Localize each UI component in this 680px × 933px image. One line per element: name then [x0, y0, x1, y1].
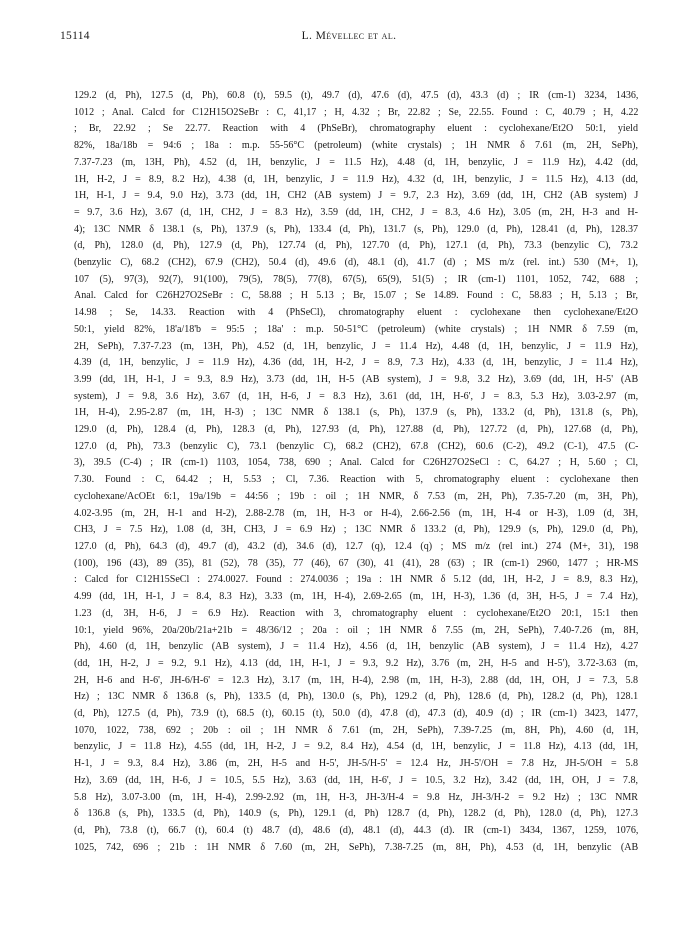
text-line: Ph), 4.60 (d, 1H, benzylic (AB system), J = 11.4 Hz), 4.56 (d, 1H, benzylic (AB system), J = 11.4 Hz), 4.27 — [74, 641, 638, 653]
text-line: (100), 196 (43), 89 (35), 81 (52), 78 (35), 77 (46), 67 (30), 41 (41), 28 (63) ; IR (cm-1) 2960, 1477 ; HR-MS — [74, 557, 638, 569]
text-line: 127.0 (d, Ph), 73.3 (benzylic C), 73.1 (benzylic C), 68.2 (CH2), 67.8 (CH2), 60.6 (C-2), 49.2 (C-1), 47.5 (C- — [74, 440, 638, 452]
text-line: 2H, SePh), 7.37-7.23 (m, 13H, Ph), 4.52 (d, 1H, benzylic, J = 11.4 Hz), 4.48 (d, 1H, benzylic, J = 11.9 Hz), — [74, 340, 638, 352]
text-line: 7.37-7.23 (m, 13H, Ph), 4.52 (d, 1H, benzylic, J = 11.5 Hz), 4.48 (d, 1H, benzylic, J = 11.9 Hz), 4.42 (dd, — [74, 156, 638, 168]
text-line: 4.99 (dd, 1H, H-1, J = 8.4, 8.3 Hz), 3.33 (m, 1H, H-4), 2.69-2.65 (m, 1H, H-3), 1.36 (d, 3H, H-5, J = 7.4 Hz), — [74, 591, 638, 603]
text-line: Hz) ; 13C NMR δ 136.8 (s, Ph), 133.5 (d, Ph), 130.0 (s, Ph), 129.2 (d, Ph), 128.6 (d, Ph), 128.2 (d, Ph), 128.1 — [74, 691, 638, 703]
text-line: 50:1, yield 82%, 18'a/18'b = 95:5 ; 18a' : m.p. 50-51°C (petroleum) (white crystals) ; 1H NMR δ 7.59 (m, — [74, 323, 638, 335]
text-line: system), J = 9.8, 3.6 Hz), 3.67 (d, 1H, H-6, J = 8.3 Hz), 3.61 (dd, 1H, H-6', J = 8.3, 5.3 Hz), 3.03-2.97 (m, — [74, 390, 638, 402]
text-line: 3.99 (dd, 1H, H-1, J = 9.3, 8.9 Hz), 3.73 (dd, 1H, H-5 (AB system), J = 9.8, 3.2 Hz), 3.69 (dd, 1H, H-5' (AB — [74, 373, 638, 385]
text-line: Anal. Calcd for C26H27O2SeBr : C, 58.88 ; H 5.13 ; Br, 15.07 ; Se 14.89. Found : C, 58.83 ; H, 5.13 ; Br, — [74, 290, 638, 302]
text-line: 82%, 18a/18b = 94:6 ; 18a : m.p. 55-56°C (petroleum) (white crystals) ; 1H NMR δ 7.61 (m, 2H, SePh), — [74, 140, 638, 152]
text-line: (d, Ph), 127.5 (d, Ph), 73.9 (t), 68.5 (t), 60.15 (t), 50.0 (d), 47.8 (d), 47.3 (d), 40.9 (d) ; IR (cm-1) 3423, 1477, — [74, 708, 638, 720]
text-line: 1H, H-2, J = 8.9, 8.2 Hz), 4.38 (d, 1H, benzylic, J = 11.9 Hz), 4.32 (d, 1H, benzylic, J = 11.5 Hz), 4.13 (dd, — [74, 173, 638, 185]
text-line: 4.39 (d, 1H, benzylic, J = 11.9 Hz), 4.36 (dd, 1H, H-2, J = 8.9, 7.3 Hz), 4.33 (d, 1H, benzylic, J = 11.4 Hz), — [74, 357, 638, 369]
text-line: cyclohexane/AcOEt 6:1, 19a/19b = 44:56 ; 19b : oil ; 1H NMR, δ 7.53 (m, 2H, Ph), 7.35-7.20 (m, 3H, Ph), — [74, 490, 638, 502]
text-line: 1025, 742, 696 ; 21b : 1H NMR δ 7.60 (m, 2H, SePh), 7.38-7.25 (m, 8H, Ph), 4.53 (d, 1H, benzylic (AB — [74, 841, 638, 853]
text-line: Hz), 3.69 (dd, 1H, H-6, J = 10.5, 5.5 Hz), 3.63 (dd, 1H, H-6', J = 10.5, 3.2 Hz), 3.42 (dd, 1H, OH, J = 7.8, — [74, 774, 638, 786]
text-line: 1H, H-4), 2.95-2.87 (m, 1H, H-3) ; 13C NMR δ 138.1 (s, Ph), 137.9 (s, Ph), 133.2 (d, Ph), 131.8 (s, Ph), — [74, 407, 638, 419]
text-line: 1012 ; Anal. Calcd for C12H15O2SeBr : C, 41,17 ; H, 4.32 ; Br, 22.82 ; Se, 22.55. Found : C, 40.79 ; H, 4.22 — [74, 106, 638, 118]
text-line: (benzylic C), 68.2 (CH2), 67.9 (CH2), 50.4 (d), 49.6 (d), 48.1 (d), 41.7 (d) ; MS m/z (rel. int.) 530 (M+, 1), — [74, 257, 638, 269]
text-line: 129.2 (d, Ph), 127.5 (d, Ph), 60.8 (t), 59.5 (t), 49.7 (d), 47.6 (d), 47.5 (d), 43.3 (d) ; IR (cm-1) 3234, 1436, — [74, 90, 638, 101]
text-line: 4.02-3.95 (m, 2H, H-1 and H-2), 2.88-2.78 (m, 1H, H-3 or H-4), 2.66-2.56 (m, 1H, H-4 or H-3), 1.09 (d, 3H, — [74, 507, 638, 519]
text-line: ; Br, 22.92 ; Se 22.77. Reaction with 4 (PhSeBr), chromatography eluent : cyclohexane/Et2O 50:1, yield — [74, 123, 638, 135]
text-line: δ 136.8 (s, Ph), 133.5 (d, Ph), 140.9 (s, Ph), 129.1 (d, Ph) 128.7 (d, Ph), 128.2 (d, Ph), 128.0 (d, Ph), 127.3 — [74, 808, 638, 820]
text-line: 5.8 Hz), 3.07-3.00 (m, 1H, H-4), 2.99-2.92 (m, 1H, H-3, JH-3/H-4 = 9.8 Hz, JH-3/H-2 = 9.2 Hz) ; 13C NMR — [74, 791, 638, 803]
text-line: (dd, 1H, H-2, J = 9.2, 9.1 Hz), 4.13 (dd, 1H, H-1, J = 9.3, 9.2 Hz), 3.76 (m, 2H, H-5 and H-5'), 3.72-3.63 (m, — [74, 657, 638, 669]
text-line: 1.23 (d, 3H, H-6, J = 6.9 Hz). Reaction with 3, chromatography eluent : cyclohexane/Et2O 20:1, 15:1 then — [74, 607, 638, 619]
text-line: = 9.7, 3.6 Hz), 3.67 (d, 1H, CH2, J = 8.3 Hz), 3.59 (dd, 1H, CH2, J = 8.3, 4.6 Hz), 3.05 (m, 2H, H-3 and H- — [74, 206, 638, 218]
text-line: benzylic, J = 11.8 Hz), 4.55 (dd, 1H, H-2, J = 9.2, 8.4 Hz), 4.54 (d, 1H, benzylic, J = 11.8 Hz), 4.13 (dd, 1H, — [74, 741, 638, 753]
page-number: 15114 — [60, 30, 90, 42]
experimental-paragraph — [74, 88, 638, 856]
text-line: 127.0 (d, Ph), 64.3 (d), 49.7 (d), 43.2 (d), 34.6 (d), 12.7 (q), 12.4 (q) ; MS m/z (rel int.) 274 (M+, 31), 198 — [74, 540, 638, 552]
text-line: 2H, H-6 and H-6', JH-6/H-6' = 12.3 Hz), 3.17 (m, 1H, H-4), 2.98 (m, 1H, H-3), 2.88 (dd, 1H, OH, J = 7.3, 5.8 — [74, 674, 638, 686]
text-line: 1070, 1022, 738, 692 ; 20b : oil ; 1H NMR δ 7.61 (m, 2H, SePh), 7.39-7.25 (m, 8H, Ph), 4.60 (d, 1H, — [74, 724, 638, 736]
text-line: : Calcd for C12H15SeCl : 274.0027. Found : 274.0036 ; 19a : 1H NMR δ 5.12 (dd, 1H, H-2, J = 8.9, 8.3 Hz), — [74, 574, 638, 586]
text-line: (d, Ph), 73.8 (t), 66.7 (t), 60.4 (t) 48.7 (d), 48.6 (d), 48.1 (d), 44.3 (d). IR (cm-1) 3434, 1367, 1259, 1076, — [74, 824, 638, 836]
text-line: (d, Ph), 128.0 (d, Ph), 127.9 (d, Ph), 127.74 (d, Ph), 127.70 (d, Ph), 127.1 (d, Ph), 73.3 (benzylic C), 73.2 — [74, 240, 638, 252]
text-line: 107 (5), 97(3), 92(7), 91(100), 79(5), 78(5), 77(8), 67(5), 65(9), 51(5) ; IR (cm-1) 1101, 1052, 742, 688 ; — [74, 273, 638, 285]
text-line: 7.30. Found : C, 64.42 ; H, 5.53 ; Cl, 7.36. Reaction with 5, chromatography eluent : cyclohexane then — [74, 474, 638, 486]
text-line: 4); 13C NMR δ 138.1 (s, Ph), 137.9 (s, Ph), 133.4 (d, Ph), 131.7 (s, Ph), 129.0 (d, Ph), 128.41 (d, Ph), 128.37 — [74, 223, 638, 235]
text-line: 1H, H-1, J = 9.4, 9.0 Hz), 3.73 (dd, 1H, CH2 (AB system) J = 9.7, 2.3 Hz), 3.69 (dd, 1H, CH2 (AB system) J — [74, 190, 638, 202]
running-header — [60, 30, 638, 50]
text-line: 14.98 ; Se, 14.33. Reaction with 4 (PhSeCl), chromatography eluent : cyclohexane then cyclohexane/Et2O — [74, 307, 638, 319]
text-line: 10:1, yield 96%, 20a/20b/21a+21b = 48/36/12 ; 20a : oil ; 1H NMR δ 7.55 (m, 2H, SePh), 7.40-7.26 (m, 8H, — [74, 624, 638, 636]
text-line: CH3, J = 7.5 Hz), 1.08 (d, 3H, CH3, J = 6.9 Hz) ; 13C NMR δ 133.2 (d, Ph), 129.9 (s, Ph), 129.0 (d, Ph), — [74, 524, 638, 536]
text-line: H-1, J = 9.3, 8.4 Hz), 3.86 (m, 2H, H-5 and H-5', JH-5/H-5' = 12.4 Hz, JH-5'/OH = 7.8 Hz, JH-5/OH = 5.8 — [74, 758, 638, 770]
text-line: 129.0 (d, Ph), 128.4 (d, Ph), 128.3 (d, Ph), 127.93 (d, Ph), 127.88 (d, Ph), 127.72 (d, Ph), 127.68 (d, Ph), — [74, 424, 638, 436]
running-title: L. Mévellec et al. — [301, 30, 397, 42]
text-line: 3), 39.5 (C-4) ; IR (cm-1) 1103, 1054, 738, 690 ; Anal. Calcd for C26H27O2SeCl : C, 64.27 ; H, 5.60 ; Cl, — [74, 457, 638, 469]
